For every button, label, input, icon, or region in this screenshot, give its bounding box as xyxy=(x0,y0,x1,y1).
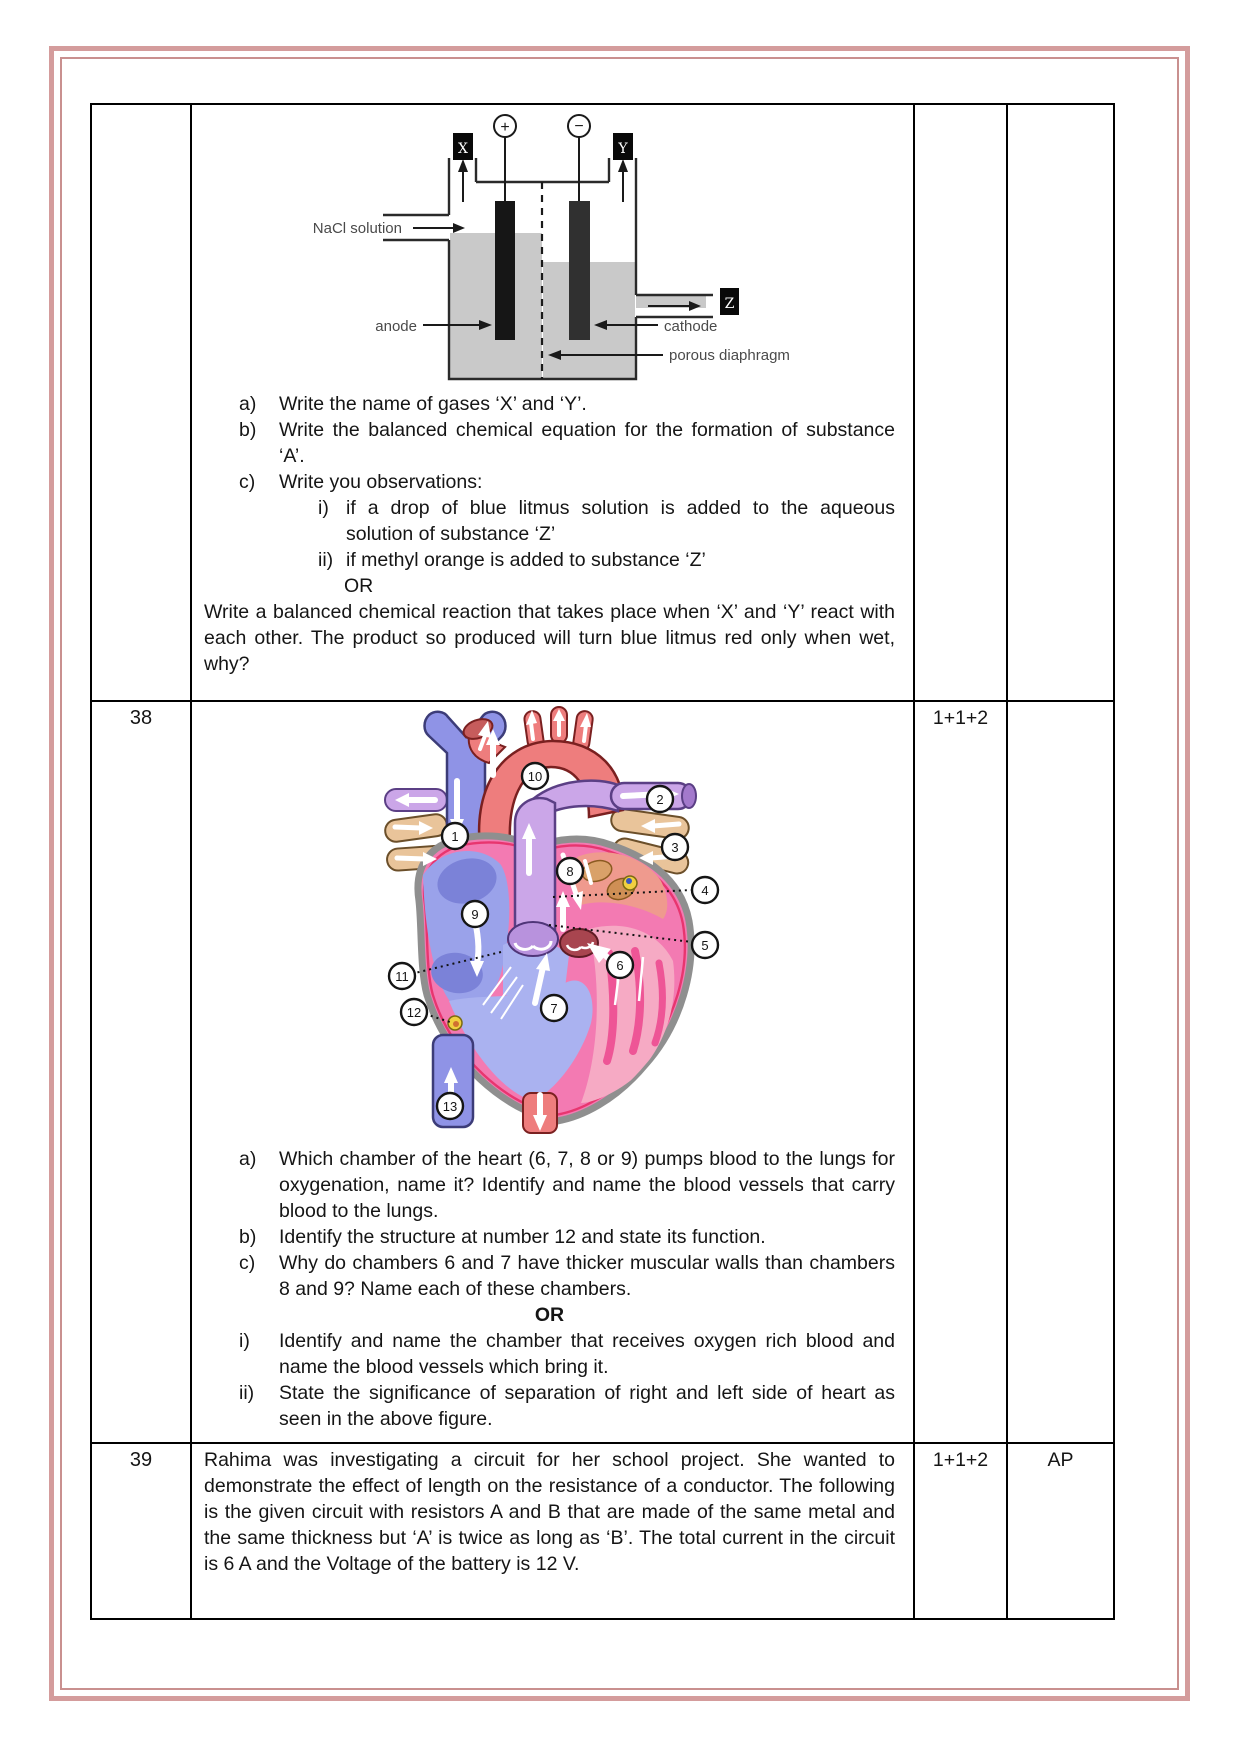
part-text: Identify the structure at number 12 and state its function. xyxy=(279,1226,766,1248)
question-number-cell-37 xyxy=(92,105,192,702)
cathode-label: cathode xyxy=(664,318,718,335)
marks-cell-37 xyxy=(915,105,1008,702)
plus-terminal: + xyxy=(500,119,510,136)
gas-x-outlet xyxy=(453,133,473,202)
part-text: Which chamber of the heart (6, 7, 8 or 9) pumps blood to the lungs for oxygenation, name it? Identify and name the blood vessels that carry blood to the lungs. xyxy=(279,1148,895,1222)
heart-number-label: 4 xyxy=(701,883,709,898)
heart-number-label: 2 xyxy=(656,792,664,807)
heart-number-label: 6 xyxy=(616,958,624,973)
question-alt-part xyxy=(239,1328,895,1380)
part-text: Identify and name the chamber that receives oxygen rich blood and name the blood vessels which bring it. xyxy=(279,1330,895,1378)
or-separator: OR xyxy=(344,575,374,597)
marks-cell-39 xyxy=(915,1444,1008,1618)
question-number-cell-38 xyxy=(92,702,192,1444)
nacl-solution-label: NaCl solution xyxy=(312,220,402,237)
question-part xyxy=(239,1224,895,1250)
heart-number-label: 8 xyxy=(566,864,574,879)
nacl-inlet xyxy=(313,220,465,237)
part-label: c) xyxy=(239,1252,256,1274)
heart-number-label: 7 xyxy=(550,1001,558,1016)
gas-y-outlet xyxy=(613,133,633,202)
anode-electrode xyxy=(495,201,515,340)
question-number: 38 xyxy=(129,707,153,729)
competency-cell-39 xyxy=(1008,1444,1113,1618)
part-text: Why do chambers 6 and 7 have thicker muscular walls than chambers 8 and 9? Name each of these chambers. xyxy=(279,1252,895,1300)
competency-cell-38 xyxy=(1008,702,1113,1444)
question-part xyxy=(239,1250,895,1302)
marks-cell-38 xyxy=(915,702,1008,1444)
gas-x-label: X xyxy=(458,141,468,157)
part-text: Write the balanced chemical equation for the formation of substance ‘A’. xyxy=(279,419,895,467)
substance-z-label: Z xyxy=(724,296,735,312)
part-label: a) xyxy=(239,1148,257,1170)
part-label: ii) xyxy=(239,1382,255,1404)
part-text: Write you observations: xyxy=(279,471,483,493)
marks-value: 1+1+2 xyxy=(932,707,989,729)
question-content-cell-38 xyxy=(192,702,915,1444)
heart-number-label: 12 xyxy=(406,1005,422,1020)
cathode-electrode xyxy=(569,201,590,340)
part-label: c) xyxy=(239,471,256,493)
question-number: 39 xyxy=(129,1449,153,1471)
question-part xyxy=(239,469,895,599)
heart-number-label: 1 xyxy=(451,829,459,844)
competency-cell-37 xyxy=(1008,105,1113,702)
q39-text: Rahima was investigating a circuit for her school project. She wanted to demonstrate the effect of length on the resistance of a conductor. The following is the given circuit with resistors A and B that are made of the same metal and the same thickness but ‘A’ is twice as long as ‘B’. The total current in the circuit is 6 A and the Voltage of the battery is 12 V. xyxy=(204,1449,895,1575)
subpart-text: if methyl orange is added to substance ‘Z’ xyxy=(346,549,706,571)
competency-value: AP xyxy=(1047,1449,1074,1471)
exam-question-table xyxy=(90,103,1115,1620)
question-subpart xyxy=(318,495,895,547)
heart-number-label: 5 xyxy=(701,938,709,953)
part-label: b) xyxy=(239,419,257,441)
q37-text-block xyxy=(204,391,895,677)
question-content-cell-37 xyxy=(192,105,915,702)
question-part xyxy=(239,417,895,469)
pulmonary-valve xyxy=(508,922,558,956)
question-part xyxy=(239,1146,895,1224)
porous-diaphragm-label: porous diaphragm xyxy=(669,347,790,364)
heart-figure xyxy=(383,705,723,1135)
part-label: b) xyxy=(239,1226,257,1248)
subpart-label: i) xyxy=(318,497,329,519)
part-text: State the significance of separation of right and left side of heart as seen in the above figure. xyxy=(279,1382,895,1430)
electrolysis-figure xyxy=(263,106,803,388)
marks-value: 1+1+2 xyxy=(932,1449,989,1471)
minus-terminal: − xyxy=(574,118,584,135)
question-part xyxy=(239,391,895,417)
heart-number-label: 9 xyxy=(471,907,479,922)
subpart-text: if a drop of blue litmus solution is added to the aqueous solution of substance ‘Z’ xyxy=(346,497,895,545)
heart-number-label: 13 xyxy=(442,1099,458,1114)
part-label: i) xyxy=(239,1330,250,1352)
q38-text-block xyxy=(204,1146,895,1432)
part-text: Write the name of gases ‘X’ and ‘Y’. xyxy=(279,393,587,415)
question-subpart xyxy=(318,547,895,573)
subpart-label: ii) xyxy=(318,549,334,571)
q37-or-alternative-text: Write a balanced chemical reaction that takes place when ‘X’ and ‘Y’ react with each other. The product so produced will turn blue litmus red only when wet, why? xyxy=(204,601,895,675)
gas-y-label: Y xyxy=(618,141,628,157)
question-alt-part xyxy=(239,1380,895,1432)
question-number-cell-39 xyxy=(92,1444,192,1618)
part-label: a) xyxy=(239,393,257,415)
anode-label: anode xyxy=(375,318,417,335)
question-content-cell-39 xyxy=(192,1444,915,1618)
or-separator: OR xyxy=(534,1304,565,1326)
heart-number-label: 10 xyxy=(527,769,543,784)
heart-number-label: 11 xyxy=(395,969,409,984)
heart-number-label: 3 xyxy=(671,840,679,855)
